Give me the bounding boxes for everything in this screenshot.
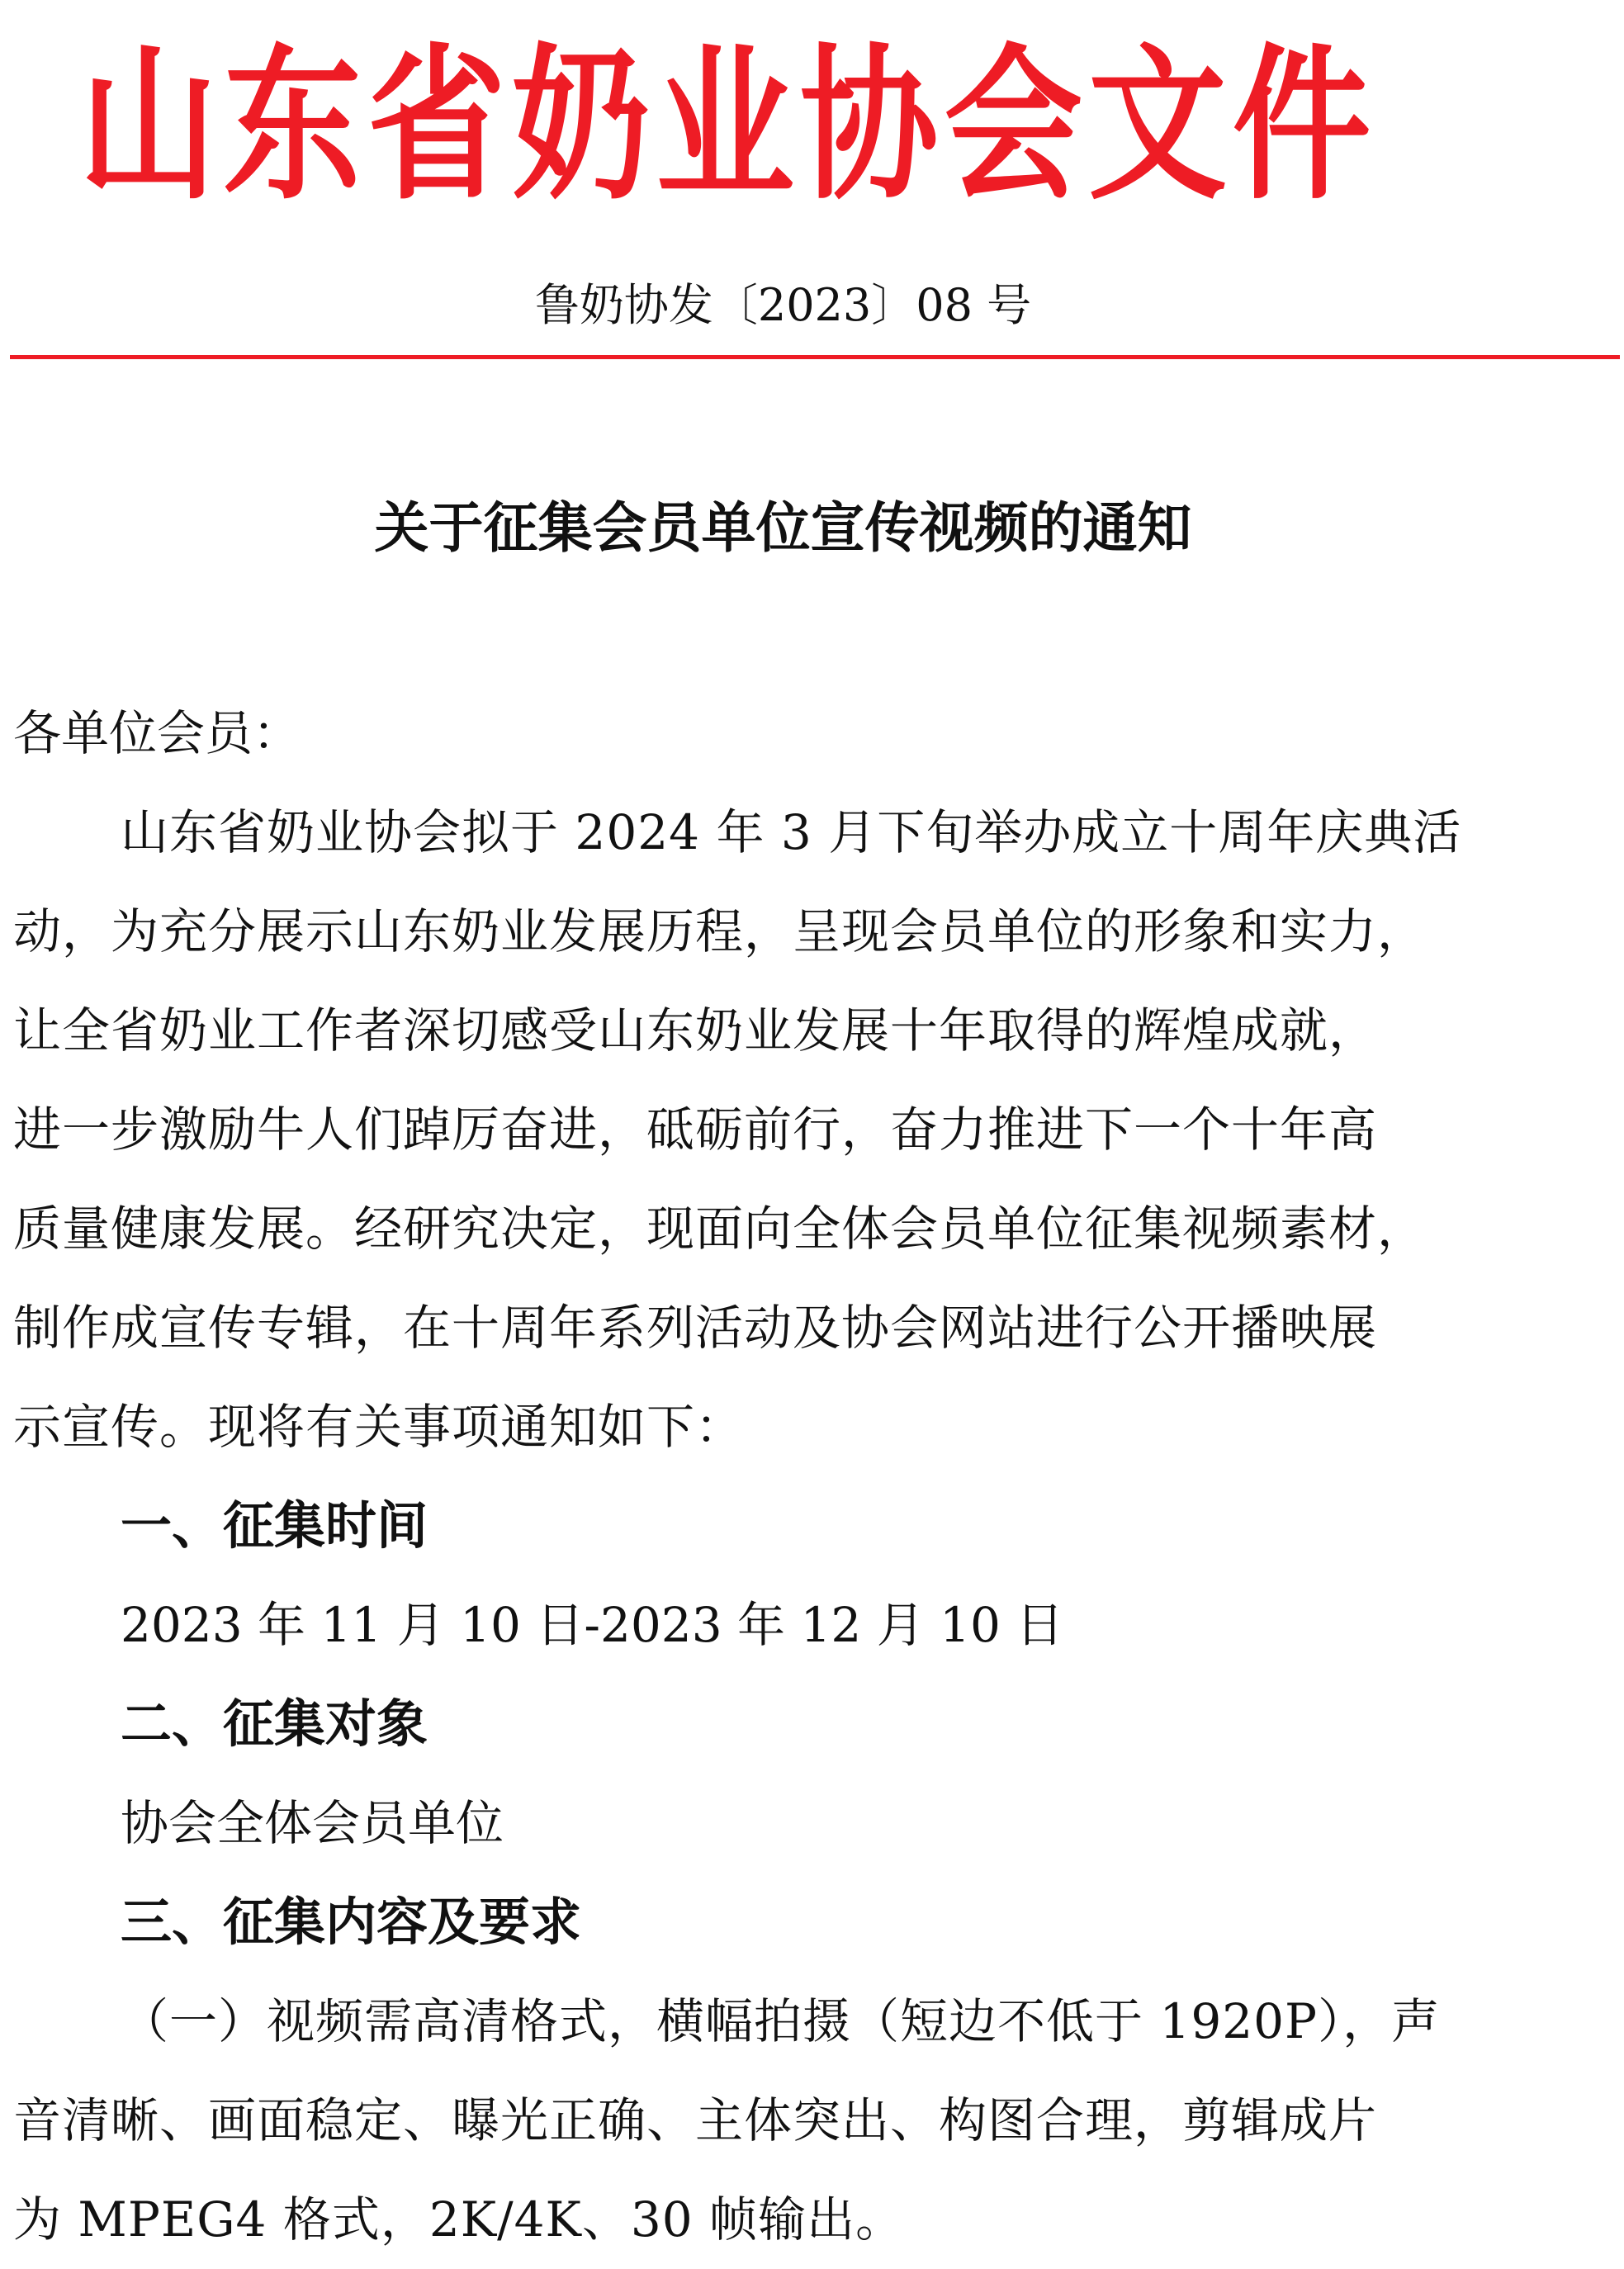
paragraph-line: 山东省奶业协会拟于 2024 年 3 月下旬举办成立十周年庆典活 [121, 804, 1462, 860]
paragraph-line: 让全省奶业工作者深切感受山东奶业发展十年取得的辉煌成就， [13, 1002, 1378, 1059]
paragraph-line: 质量健康发展。经研究决定，现面向全体会员单位征集视频素材， [13, 1201, 1427, 1257]
section-heading-collection-time: 一、征集时间 [121, 1495, 428, 1556]
red-divider-line [10, 355, 1620, 359]
document-number: 鲁奶协发〔2023〕08 号 [534, 279, 1032, 331]
organization-header: 山东省奶业协会文件 [79, 28, 1377, 222]
paragraph-line: 制作成宣传专辑，在十周年系列活动及协会网站进行公开播映展 [13, 1300, 1378, 1356]
paragraph-line: 为 MPEG4 格式，2K/4K、30 帧输出。 [13, 2191, 905, 2248]
notice-title: 关于征集会员单位宣传视频的通知 [374, 496, 1192, 560]
paragraph-line: （一）视频需高清格式，横幅拍摄（短边不低于 1920P），声 [121, 1993, 1441, 2049]
collection-target-text: 协会全体会员单位 [121, 1795, 504, 1851]
paragraph-intro [13, 783, 1565, 1476]
section-heading-content-requirements: 三、征集内容及要求 [121, 1892, 582, 1952]
salutation: 各单位会员： [13, 705, 301, 761]
section-heading-collection-target: 二、征集对象 [121, 1693, 428, 1754]
paragraph-line: 动，为充分展示山东奶业发展历程，呈现会员单位的形象和实力， [13, 903, 1427, 959]
paragraph-line: 音清晰、画面稳定、曝光正确、主体突出、构图合理，剪辑成片 [13, 2092, 1378, 2148]
collection-time-range: 2023 年 11 月 10 日-2023 年 12 月 10 日 [121, 1597, 1064, 1653]
paragraph-line: 进一步激励牛人们踔厉奋进，砥砺前行，奋力推进下一个十年高 [13, 1101, 1378, 1158]
paragraph-line: 示宣传。现将有关事项通知如下： [13, 1399, 745, 1455]
paragraph-requirements [13, 1972, 1565, 2269]
